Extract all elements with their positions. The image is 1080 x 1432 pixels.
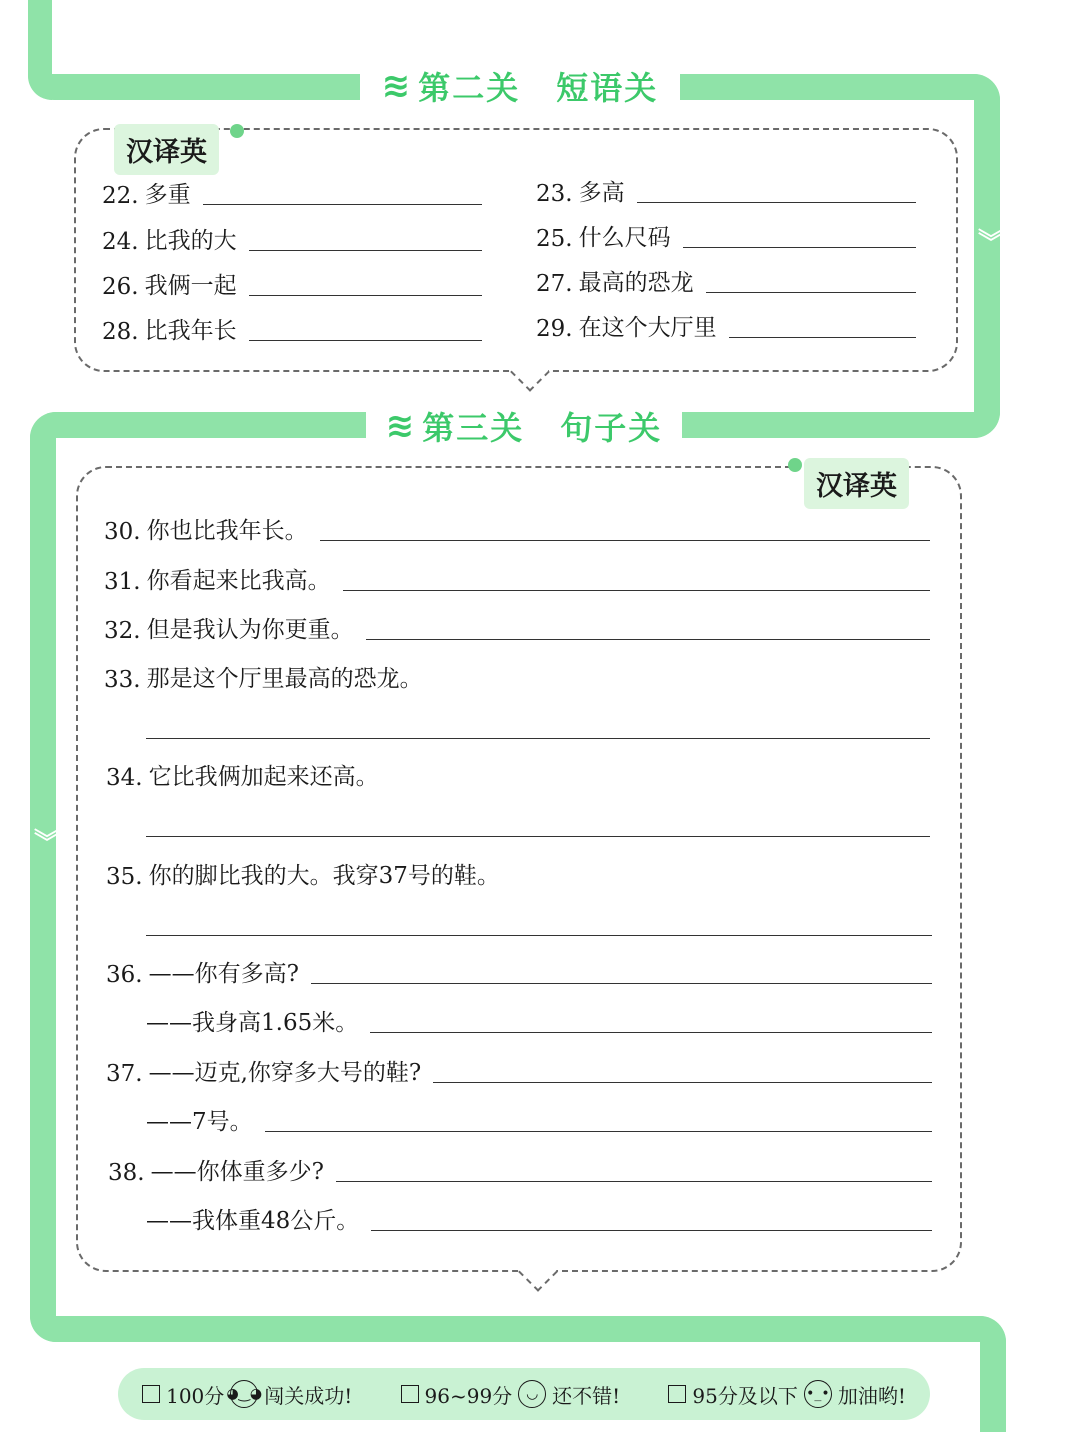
score-item: 96~99分 ◡ 还不错! — [401, 1380, 621, 1409]
score-bar — [118, 1368, 930, 1420]
section2-title-b: 短语关 — [556, 69, 659, 107]
answer-line[interactable] — [366, 638, 930, 640]
checkbox[interactable] — [401, 1385, 419, 1403]
section3-title-a: 第三关 — [422, 409, 525, 447]
sentence-item: ——7号。 — [146, 1103, 932, 1136]
chevron-left-icon: ︾ — [34, 828, 61, 858]
wave-icon: ≋ — [381, 66, 413, 106]
track-bottom-horizontal — [30, 1316, 1006, 1342]
answer-line[interactable] — [371, 1229, 932, 1231]
track-mid-horizontal-left — [30, 412, 370, 438]
happy-face-icon: ◕‿◕ — [230, 1380, 258, 1408]
checkbox[interactable] — [142, 1385, 160, 1403]
answer-line[interactable] — [637, 201, 916, 203]
phrase-tag: 汉译英 — [114, 124, 219, 175]
phrase-item: 22. 多重 — [102, 176, 482, 209]
score-item: 100分 ◕‿◕ 闯关成功! — [142, 1380, 352, 1409]
track-left-vertical — [30, 412, 56, 1342]
sentence-item: 32. 但是我认为你更重。 — [104, 611, 930, 644]
answer-line[interactable] — [203, 203, 482, 205]
phrase-item: 26. 我俩一起 — [102, 267, 482, 300]
wave-icon: ≋ — [385, 406, 417, 446]
phrase-item: 25. 什么尺码 — [536, 219, 916, 252]
sentence-item: 31. 你看起来比我高。 — [104, 562, 930, 595]
answer-line[interactable] — [146, 836, 930, 837]
answer-line[interactable] — [249, 249, 482, 251]
phrase-item: 23. 多高 — [536, 174, 916, 207]
answer-line[interactable] — [265, 1130, 932, 1132]
tag-dot — [788, 458, 802, 472]
answer-line[interactable] — [249, 339, 482, 341]
track-top-horizontal — [28, 74, 368, 100]
answer-line[interactable] — [146, 935, 932, 936]
tag-dot — [230, 124, 244, 138]
phrase-item: 27. 最高的恐龙 — [536, 264, 916, 297]
answer-line[interactable] — [343, 589, 930, 591]
track-mid-horizontal-right — [680, 412, 1000, 438]
sentence-item: 38. ——你体重多少? — [108, 1153, 932, 1186]
answer-line[interactable] — [729, 336, 916, 338]
sentence-item: 36. ——你有多高? — [106, 955, 932, 988]
checkbox[interactable] — [668, 1385, 686, 1403]
section3-banner — [366, 396, 682, 456]
answer-line[interactable] — [683, 246, 916, 248]
section2-banner — [360, 56, 680, 116]
phrase-item: 28. 比我年长 — [102, 312, 482, 345]
answer-line[interactable] — [249, 294, 482, 296]
answer-line[interactable] — [433, 1081, 932, 1083]
sentence-tag: 汉译英 — [804, 458, 909, 509]
answer-line[interactable] — [311, 982, 932, 984]
section2-title-a: 第二关 — [418, 69, 521, 107]
sentence-item: ——我体重48公斤。 — [146, 1202, 932, 1235]
score-item: 95分及以下 •_• 加油哟! — [668, 1380, 906, 1409]
sentence-item: 34. 它比我俩加起来还高。 — [106, 764, 379, 791]
phrase-item: 24. 比我的大 — [102, 222, 482, 255]
section3-title-b: 句子关 — [560, 409, 663, 447]
sentence-item: ——我身高1.65米。 — [146, 1004, 932, 1037]
answer-line[interactable] — [706, 291, 916, 293]
neutral-face-icon: •_• — [804, 1380, 832, 1408]
sentence-item: 35. 你的脚比我的大。我穿37号的鞋。 — [106, 863, 500, 890]
chevron-right-icon: ︾ — [978, 228, 1005, 258]
sentence-item: 33. 那是这个厅里最高的恐龙。 — [104, 666, 423, 693]
sentence-item: 37. ——迈克,你穿多大号的鞋? — [106, 1054, 932, 1087]
smile-face-icon: ◡ — [518, 1380, 546, 1408]
answer-line[interactable] — [320, 539, 930, 541]
track-bottom-right-vertical — [980, 1316, 1006, 1432]
answer-line[interactable] — [336, 1180, 932, 1182]
sentence-item: 30. 你也比我年长。 — [104, 512, 930, 545]
track-top-right-horizontal — [680, 74, 1000, 100]
answer-line[interactable] — [146, 738, 930, 739]
answer-line[interactable] — [370, 1031, 932, 1033]
phrase-item: 29. 在这个大厅里 — [536, 309, 916, 342]
